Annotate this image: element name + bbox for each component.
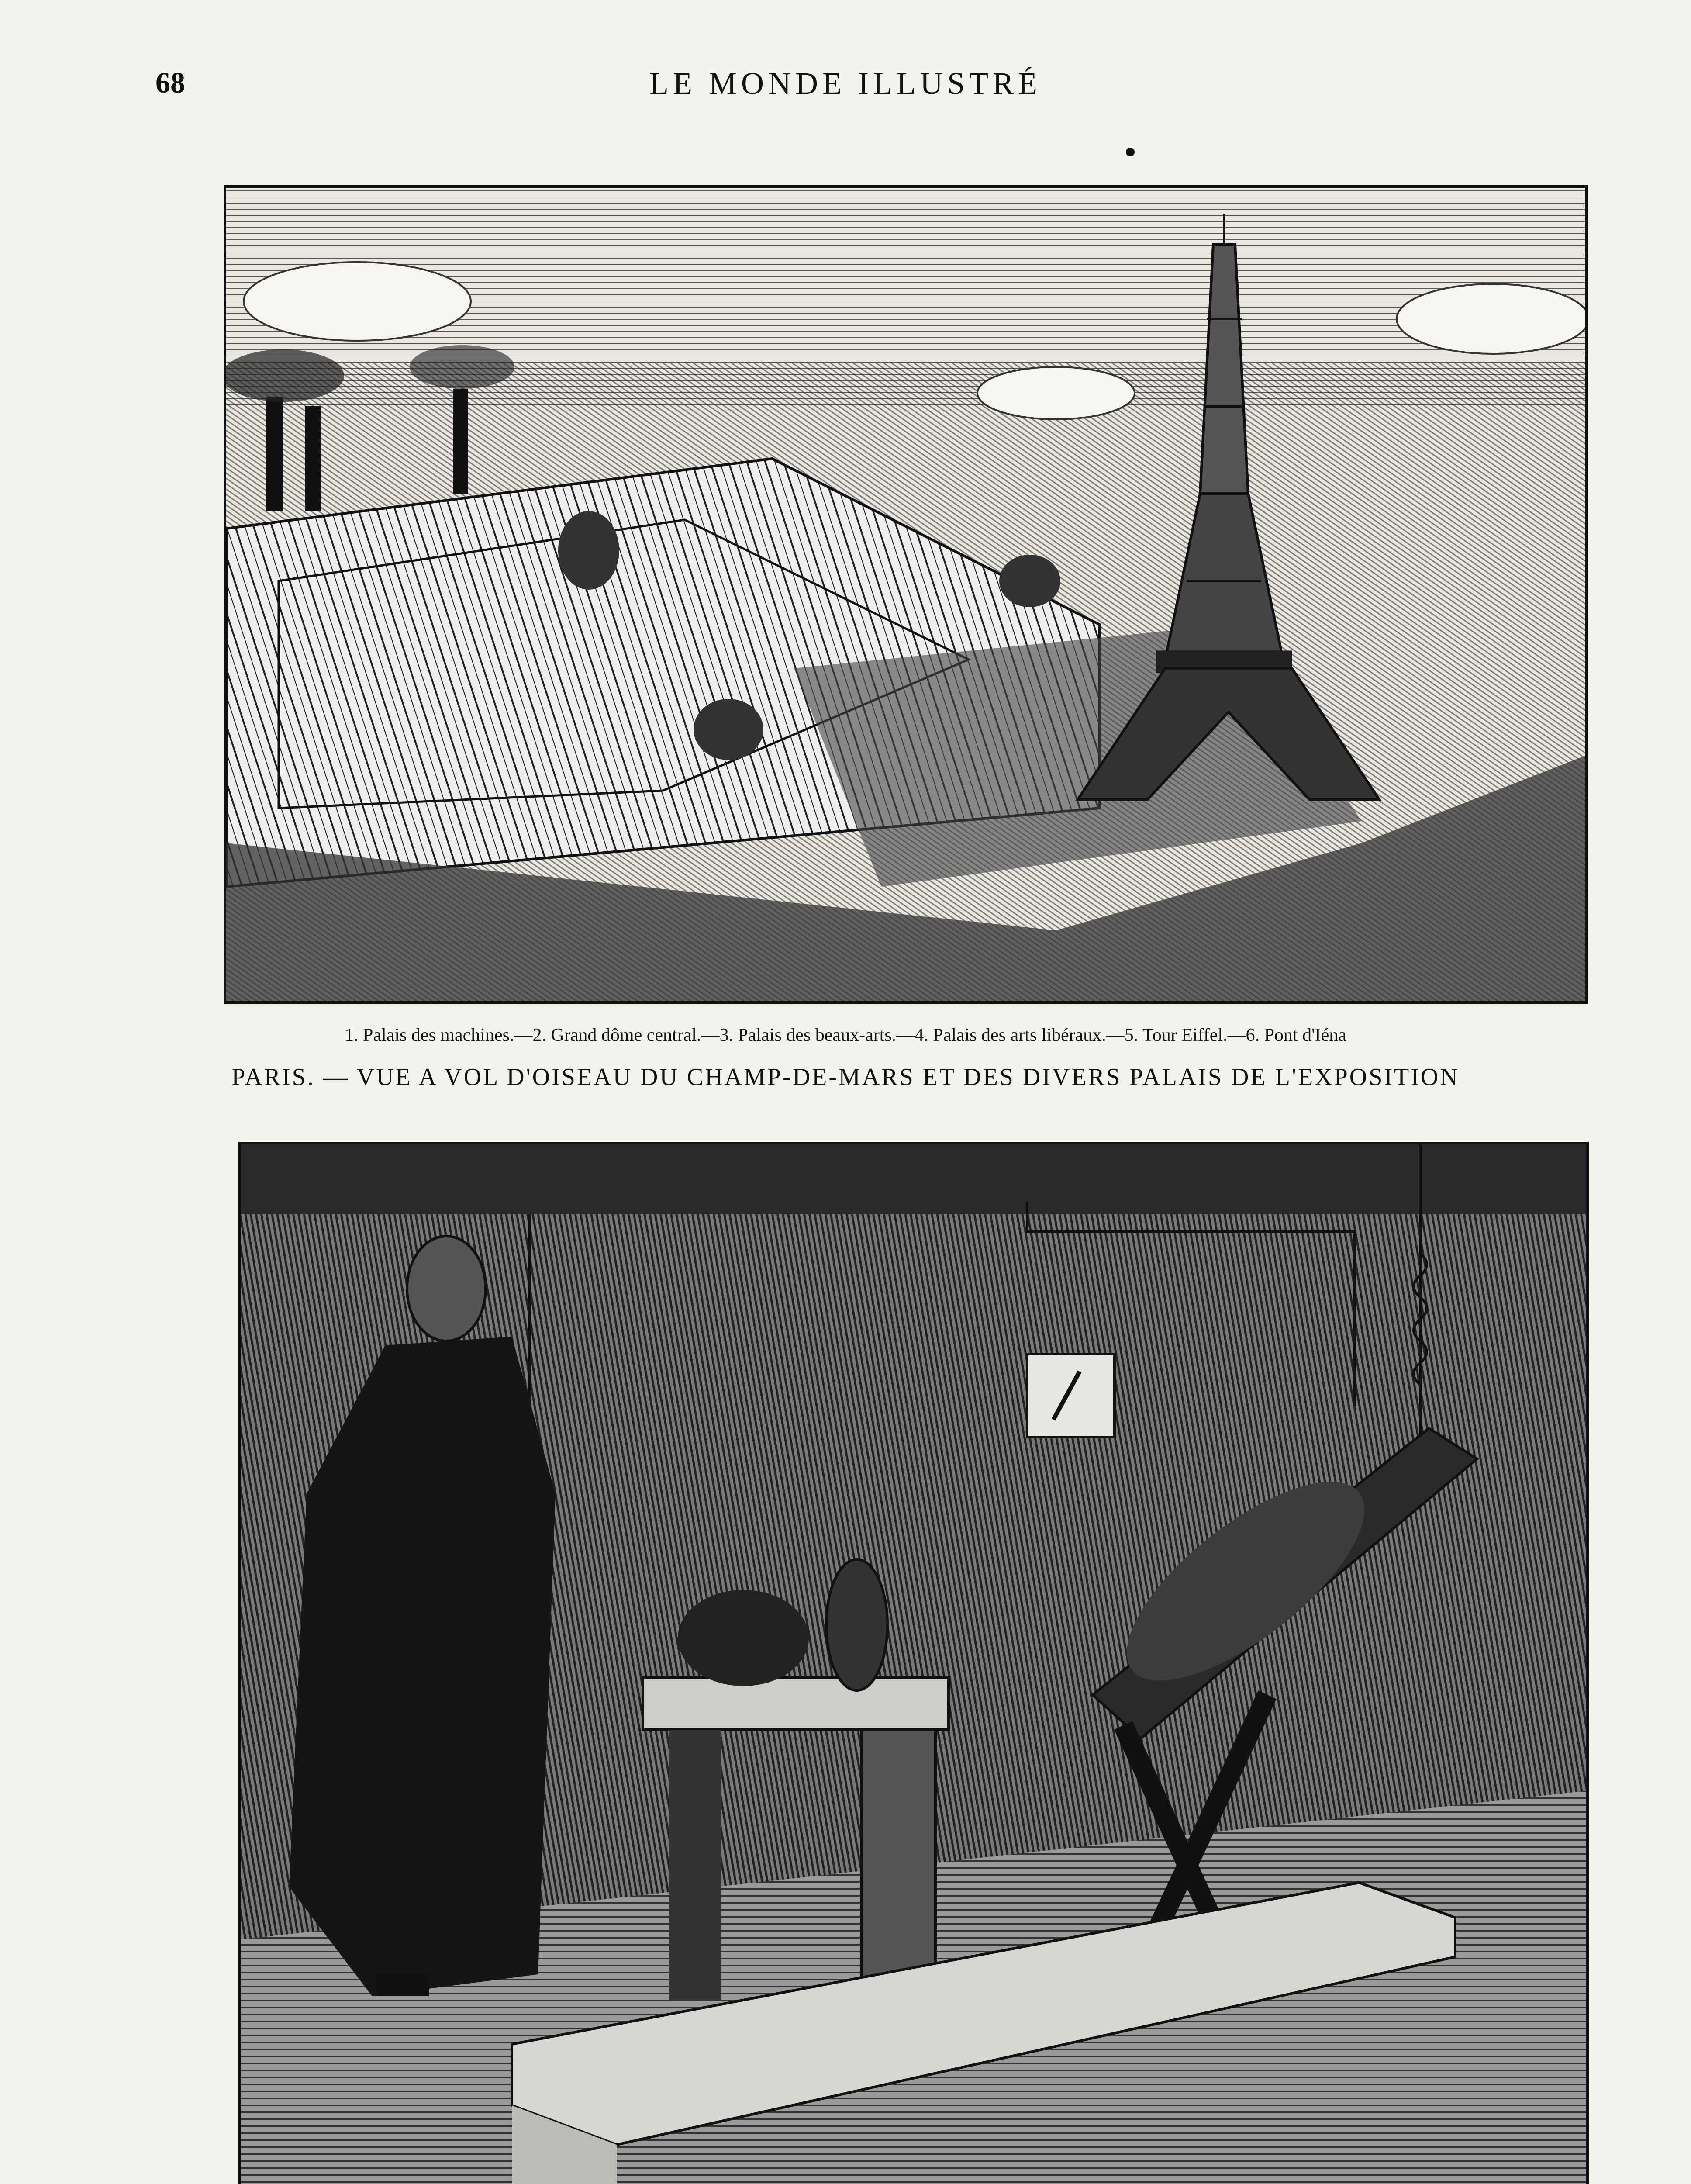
ink-speck — [1126, 148, 1135, 156]
running-title: LE MONDE ILLUSTRÉ — [649, 66, 1042, 101]
meter-box — [1027, 1354, 1115, 1437]
champ-de-mars-illustration — [226, 188, 1585, 1001]
page-number: 68 — [155, 66, 185, 99]
electric-execution-engraving — [238, 1142, 1589, 2184]
electric-chair-illustration — [241, 1144, 1586, 2184]
champ-de-mars-engraving — [224, 185, 1588, 1004]
figure-legend: 1. Palais des machines.—2. Grand dôme central.—3. Palais des beaux-arts.—4. Palais des arts libéraux.—5. Tour Eiffel.—6. Pont d'Iéna — [345, 1025, 1346, 1045]
figure-caption-champ-de-mars: PARIS. — VUE A VOL D'OISEAU DU CHAMP-DE-MARS ET DES DIVERS PALAIS DE L'EXPOSITION — [231, 1064, 1460, 1091]
